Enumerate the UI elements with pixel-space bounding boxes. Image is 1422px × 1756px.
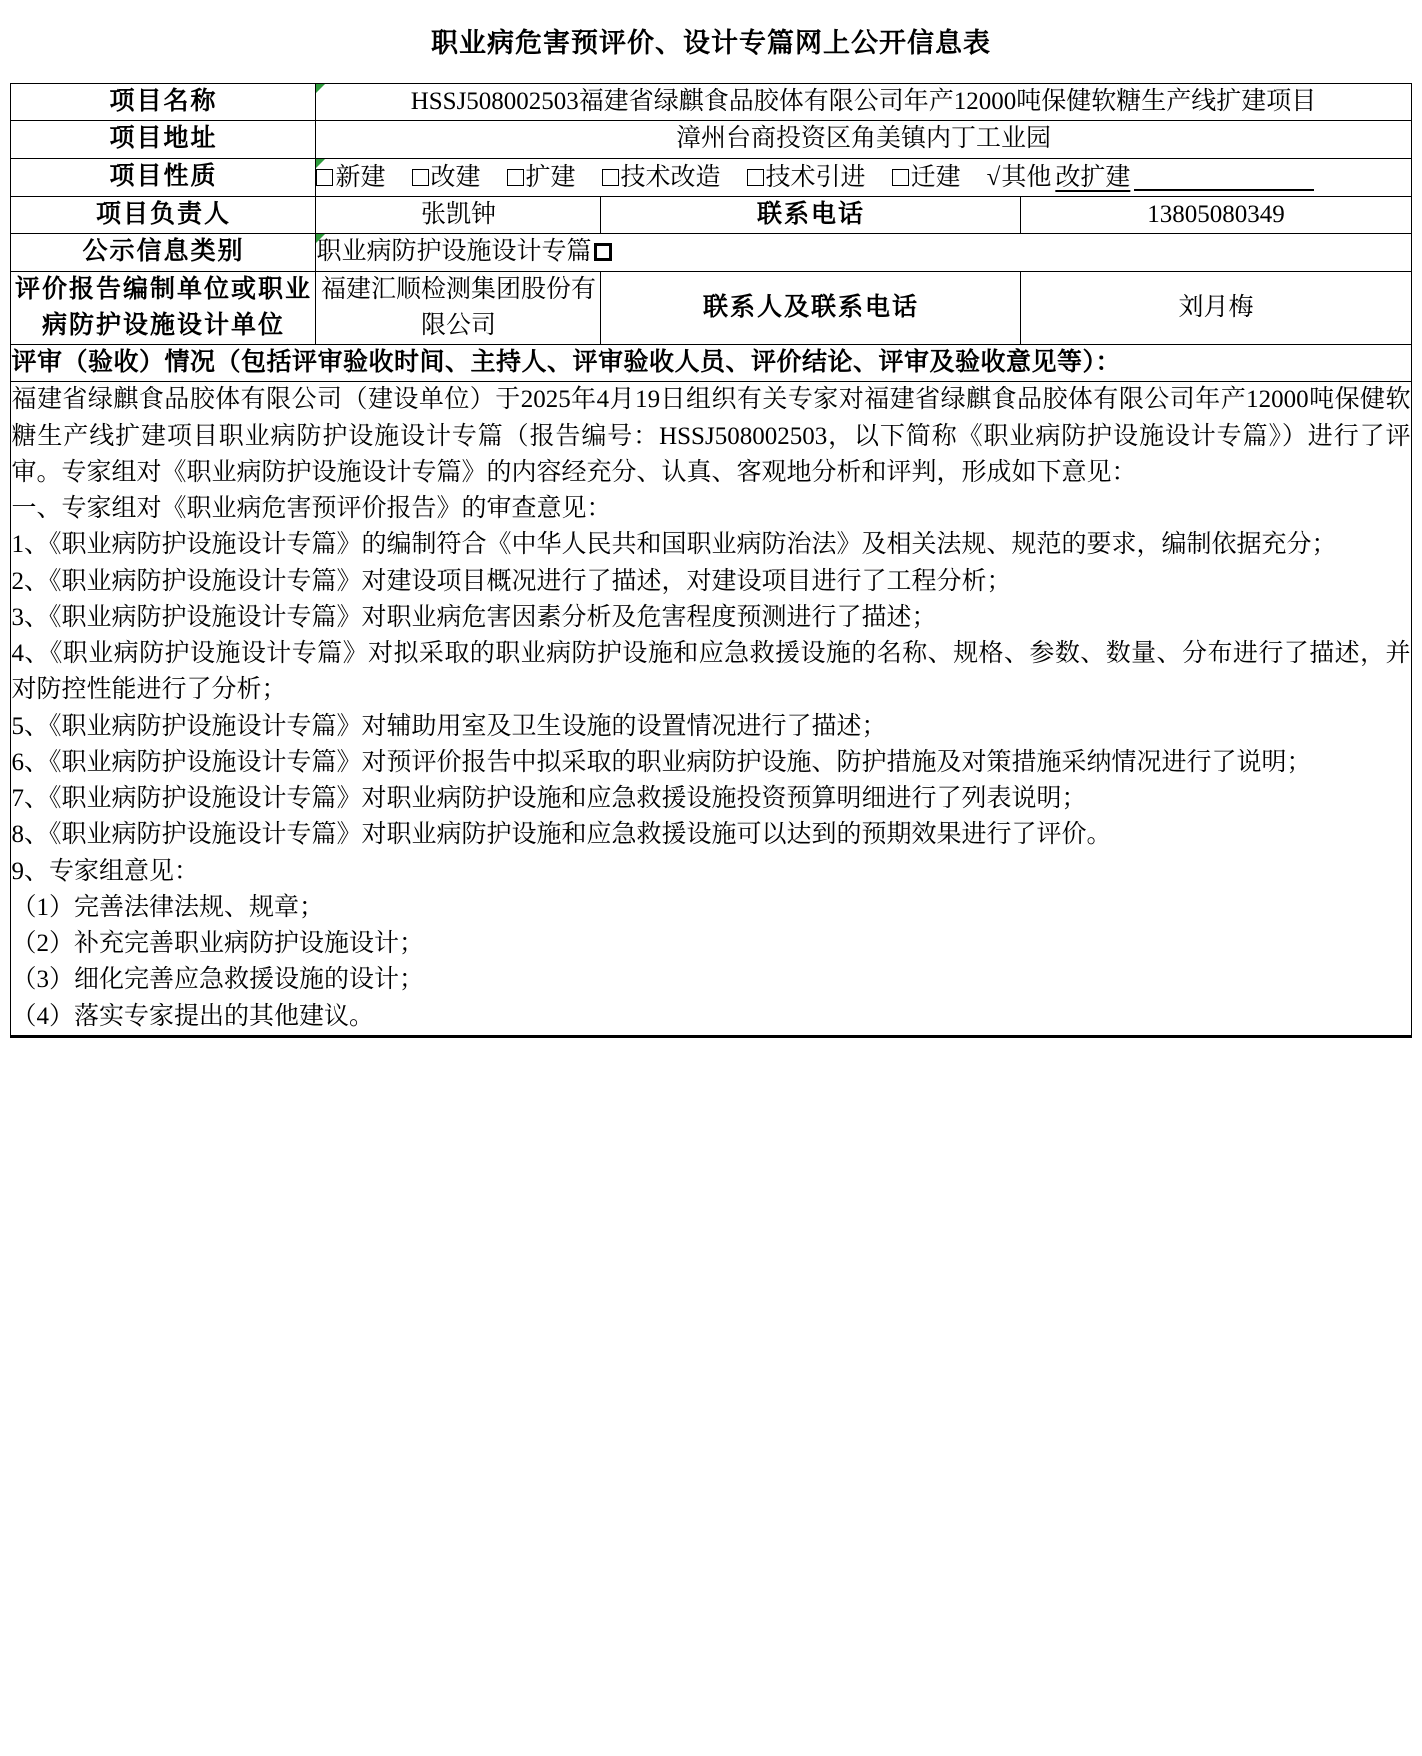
project-name-value: HSSJ508002503福建省绿麒食品胶体有限公司年产12000吨保健软糖生产线扩建项目 — [316, 84, 1411, 121]
project-nature-option-label: 改建 — [430, 163, 481, 191]
project-nature-option-label: 扩建 — [525, 163, 576, 191]
unit-contact-label: 联系人及联系电话 — [601, 271, 1021, 345]
contact-phone-value: 13805080349 — [1021, 197, 1411, 234]
project-leader-label: 项目负责人 — [11, 197, 316, 234]
project-nature-other[interactable] — [987, 164, 1135, 191]
table-row-rectification-body — [11, 1036, 1411, 1037]
rectification-body — [11, 1036, 1411, 1037]
review-paragraph: 7、《职业病防护设施设计专篇》对职业病防护设施和应急救援设施投资预算明细进行了列表说明； — [11, 785, 1087, 813]
project-name-label: 项目名称 — [11, 84, 316, 121]
table-row-project-address — [11, 121, 1411, 158]
review-paragraph: （2）补充完善职业病防护设施设计； — [11, 930, 424, 958]
table-row-disclosure-type — [11, 234, 1411, 271]
project-nature-option-label: 新建 — [335, 163, 386, 191]
checkbox-icon[interactable] — [507, 169, 524, 186]
project-nature-option-label: 技术引进 — [765, 163, 866, 191]
project-leader-value: 张凯钟 — [316, 197, 601, 234]
project-nature-other-value[interactable]: 改扩建 — [1055, 163, 1131, 191]
review-paragraph: 8、《职业病防护设施设计专篇》对职业病防护设施和应急救援设施可以达到的预期效果进行了评价。 — [11, 821, 1112, 849]
project-nature-value — [316, 158, 1411, 197]
disclosure-type-label: 公示信息类别 — [11, 234, 316, 271]
review-paragraph: 1、《职业病防护设施设计专篇》的编制符合《中华人民共和国职业病防治法》及相关法规、规范的要求，编制依据充分； — [11, 531, 1337, 559]
project-address-label: 项目地址 — [11, 121, 316, 158]
review-paragraph: 6、《职业病防护设施设计专篇》对预评价报告中拟采取的职业病防护设施、防护措施及对策措施采纳情况进行了说明； — [11, 748, 1312, 776]
project-nature-option-1[interactable] — [412, 159, 481, 197]
review-paragraph-list — [11, 382, 1410, 1035]
project-nature-other-label: 其他 — [1001, 163, 1052, 191]
disclosure-type-value — [316, 234, 1411, 271]
review-paragraph: （3）细化完善应急救援设施的设计； — [11, 966, 424, 994]
review-paragraph: （4）落实专家提出的其他建议。 — [11, 1002, 374, 1030]
checkbox-icon[interactable] — [602, 169, 619, 186]
review-paragraph: 3、《职业病防护设施设计专篇》对职业病危害因素分析及危害程度预测进行了描述； — [11, 603, 937, 631]
page-title: 职业病危害预评价、设计专篇网上公开信息表 — [431, 28, 991, 58]
review-paragraph: 2、《职业病防护设施设计专篇》对建设项目概况进行了描述，对建设项目进行了工程分析； — [11, 567, 1012, 595]
review-status-body — [11, 382, 1411, 1036]
project-nature-option-4[interactable] — [747, 159, 866, 197]
unit-contact-value: 刘月梅 — [1021, 271, 1411, 345]
project-nature-option-5[interactable] — [892, 159, 961, 197]
project-nature-options — [316, 159, 1410, 197]
review-status-header: 评审（验收）情况（包括评审验收时间、主持人、评审验收人员、评价结论、评审及验收意见等）： — [11, 345, 1411, 382]
project-address-value: 漳州台商投资区角美镇内丁工业园 — [316, 121, 1411, 158]
project-nature-other-underline — [1134, 159, 1314, 191]
project-nature-option-0[interactable] — [316, 159, 385, 197]
review-paragraph: 福建省绿麒食品胶体有限公司（建设单位）于2025年4月19日组织有关专家对福建省绿麒食品胶体有限公司年产12000吨保健软糖生产线扩建项目职业病防护设施设计专篇（报告编号：HSSJ508002503，以下简称《职业病防护设施设计专篇》）进行了评审。专家组对《职业病防护设施设计专篇》的内容经充分、认真、客观地分析和评判，形成如下意见： — [11, 386, 1411, 486]
checkbox-icon[interactable] — [892, 169, 909, 186]
table-row-project-nature — [11, 158, 1411, 197]
table-row-review-body — [11, 382, 1411, 1036]
review-paragraph: （1）完善法律法规、规章； — [11, 893, 324, 921]
checkbox-icon[interactable] — [316, 169, 333, 186]
table-row-preparing-unit — [11, 271, 1411, 345]
contact-phone-label: 联系电话 — [601, 197, 1021, 234]
review-paragraph: 9、专家组意见： — [11, 857, 199, 885]
disclosure-type-checkbox-icon[interactable] — [594, 243, 612, 261]
checkbox-icon[interactable] — [747, 169, 764, 186]
table-row-project-name — [11, 84, 1411, 121]
preparing-unit-value: 福建汇顺检测集团股份有限公司 — [316, 271, 601, 345]
disclosure-type-text: 职业病防护设施设计专篇 — [316, 238, 592, 266]
checkbox-icon[interactable] — [412, 169, 429, 186]
review-paragraph: 5、《职业病防护设施设计专篇》对辅助用室及卫生设施的设置情况进行了描述； — [11, 712, 887, 740]
review-paragraph: 一、专家组对《职业病危害预评价报告》的审查意见： — [11, 495, 612, 523]
table-row-review-header — [11, 345, 1411, 382]
project-nature-label: 项目性质 — [11, 158, 316, 197]
table-row-project-leader — [11, 197, 1411, 234]
public-disclosure-form — [10, 83, 1411, 1038]
project-nature-option-label: 技术改造 — [620, 163, 721, 191]
project-nature-option-label: 迁建 — [910, 163, 961, 191]
project-nature-option-2[interactable] — [507, 159, 576, 197]
project-nature-option-3[interactable] — [602, 159, 721, 197]
preparing-unit-label: 评价报告编制单位或职业病防护设施设计单位 — [11, 271, 316, 345]
checkmark-icon: √ — [986, 163, 1001, 191]
review-paragraph: 4、《职业病防护设施设计专篇》对拟采取的职业病防护设施和应急救援设施的名称、规格、参数、数量、分布进行了描述，并对防控性能进行了分析； — [11, 640, 1411, 704]
